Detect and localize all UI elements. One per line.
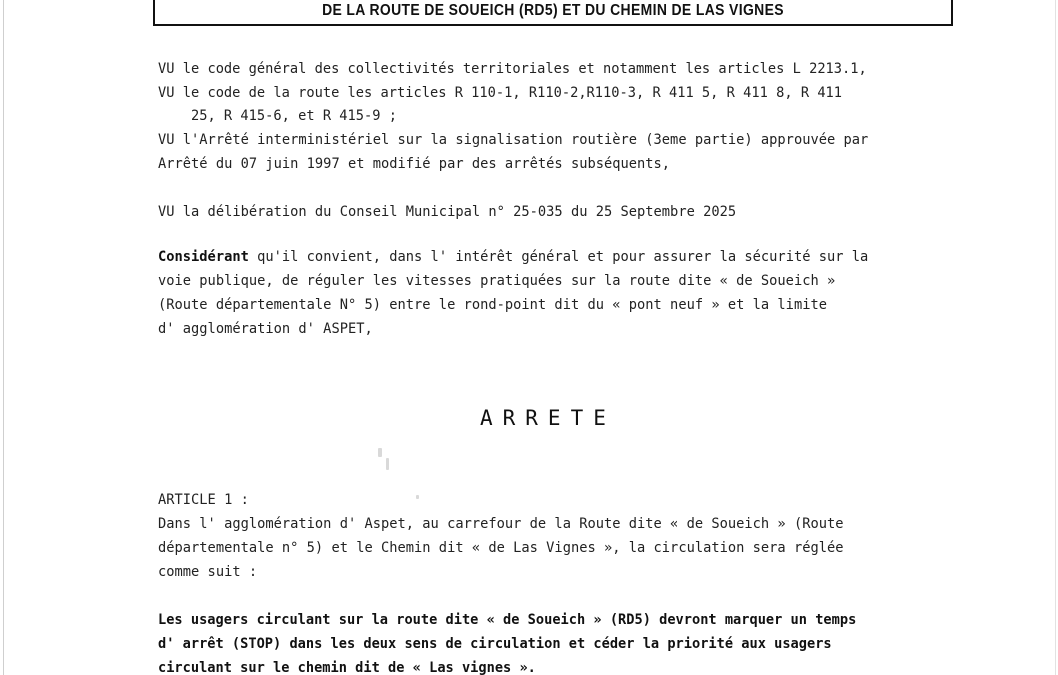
- visa-line: VU l'Arrêté interministériel sur la signalisation routière (3eme partie) approuvée par: [158, 131, 869, 148]
- considerant-line-2: voie publique, de réguler les vitesses pratiquées sur la route dite « de Soueich »: [158, 272, 836, 289]
- article-1-line: départementale n° 5) et le Chemin dit « de Las Vignes », la circulation sera réglée: [158, 539, 844, 556]
- article-1-emphasis-line: Les usagers circulant sur la route dite « de Soueich » (RD5) devront marquer un temps: [158, 611, 857, 628]
- article-1-line: comme suit :: [158, 563, 258, 580]
- article-1-label: ARTICLE 1 :: [158, 491, 249, 508]
- considerant-line-4: d' agglomération d' ASPET,: [158, 320, 373, 337]
- deliberation-line: VU la délibération du Conseil Municipal n° 25-035 du 25 Septembre 2025: [158, 203, 737, 220]
- considerant-line-1-rest: qu'il convient, dans l' intérêt général et pour assurer la sécurité sur la: [248, 248, 869, 265]
- visa-line: VU le code général des collectivités territoriales et notamment les articles L 2213.1,: [158, 60, 867, 77]
- scan-speck: [416, 495, 419, 499]
- article-1-emphasis-line: circulant sur le chemin dit de « Las vignes ».: [158, 659, 536, 675]
- article-1-emphasis-line: d' arrêt (STOP) dans les deux sens de circulation et céder la priorité aux usagers: [158, 635, 832, 652]
- considerant-bold-word: Considérant: [158, 248, 249, 265]
- considerant-line-3: (Route départementale N° 5) entre le rond-point dit du « pont neuf » et la limite: [158, 296, 827, 313]
- visa-line: 25, R 415-6, et R 415-9 ;: [158, 107, 398, 124]
- scan-speck: [378, 448, 382, 457]
- page-right-edge: [1055, 0, 1056, 675]
- arrete-heading: ARRETE: [480, 406, 616, 430]
- page-left-edge: [3, 0, 4, 675]
- visa-line: Arrêté du 07 juin 1997 et modifié par des arrêtés subséquents,: [158, 155, 671, 172]
- visa-line: VU le code de la route les articles R 110-1, R110-2,R110-3, R 411 5, R 411 8, R 411: [158, 84, 843, 101]
- article-1-line: Dans l' agglomération d' Aspet, au carrefour de la Route dite « de Soueich » (Route: [158, 515, 844, 532]
- title-box: [153, 0, 953, 26]
- scan-speck: [386, 458, 389, 470]
- document-title: DE LA ROUTE DE SOUEICH (RD5) ET DU CHEMIN DE LAS VIGNES: [322, 2, 784, 19]
- considerant-line-1: [158, 248, 868, 266]
